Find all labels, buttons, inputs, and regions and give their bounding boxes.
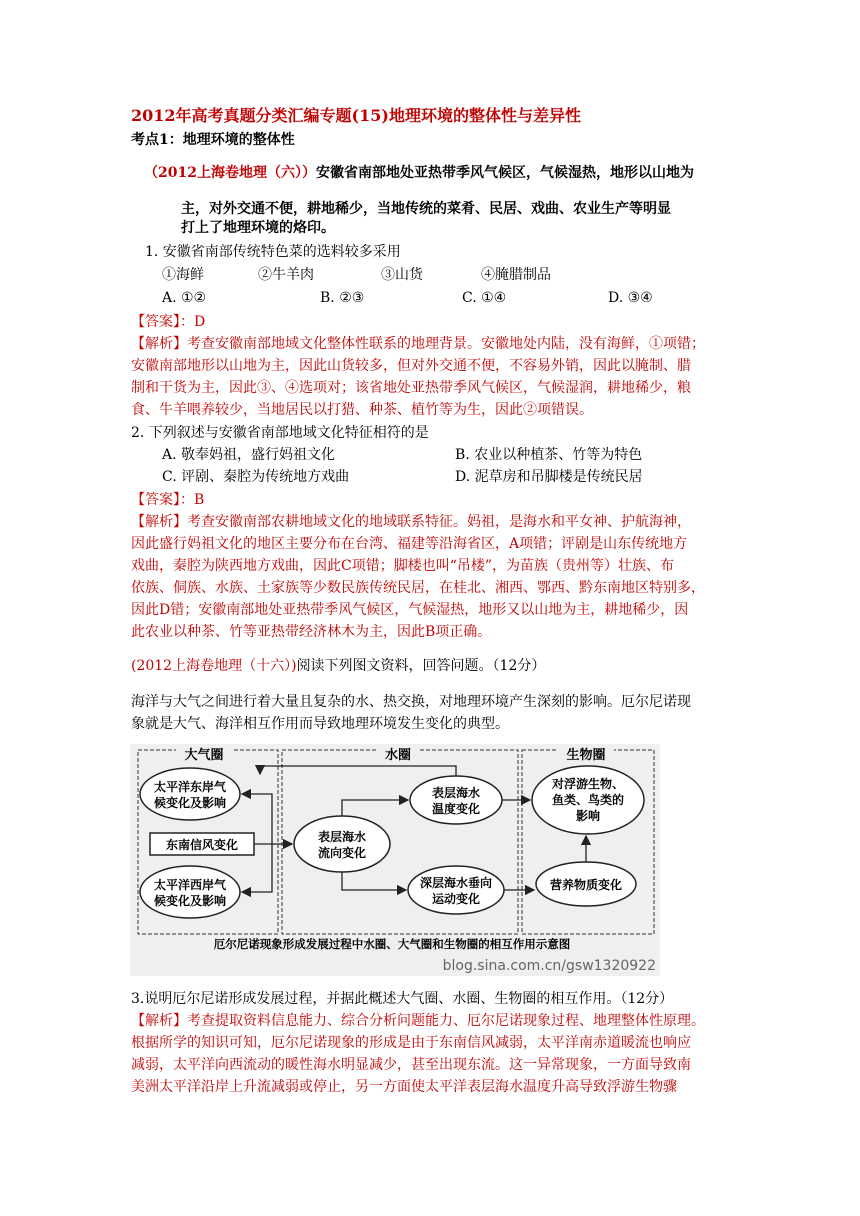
- plankton-text: 对浮游生物、: [551, 777, 625, 791]
- q1-analysis-line: 安徽南部地形以山地为主，因此山货较多，但对外交通不便，不容易外销，因此以腌制、腊: [131, 358, 691, 374]
- surface-temp-text: 表层海水: [431, 786, 481, 800]
- q1-item: ②牛羊肉: [258, 267, 314, 283]
- east-pacific-node: [140, 768, 240, 820]
- q3-analysis-line: 根据所学的知识可知，厄尔尼诺现象的形成是由于东南信风减弱，太平洋南赤道暖流也响应: [131, 1035, 691, 1051]
- east-pacific-text: 太平洋东岸气: [153, 780, 227, 794]
- west-pacific-text: 候变化及影响: [153, 894, 227, 908]
- page-title: 2012年高考真题分类汇编专题(15)地理环境的整体性与差异性: [131, 106, 581, 125]
- el-nino-diagram: [130, 744, 660, 976]
- q3-paragraph-line: 象就是大气、海洋相互作用而导致地理环境发生变化的典型。: [131, 716, 509, 732]
- q2-option-d: D. 泥草房和吊脚楼是传统民居: [455, 469, 643, 485]
- question-source: （2012上海卷地理（六））: [144, 165, 316, 181]
- intro-text: 安徽省南部地处亚热带季风气候区，气候湿热，地形以山地为: [315, 165, 694, 181]
- q3-analysis-line: 减弱，太平洋向西流动的暖性海水明显减少，甚至出现东流。这一异常现象，一方面导致南: [131, 1057, 691, 1073]
- q2-analysis-line: 因此D错；安徽南部地处亚热带季风气候区，气候湿热，地形又以山地为主，耕地稀少，因: [131, 602, 689, 618]
- surface-temp-text: 温度变化: [431, 802, 481, 816]
- plankton-text: 影响: [575, 809, 601, 823]
- west-pacific-node: [140, 866, 240, 918]
- q2-analysis-line: 戏曲，秦腔为陕西地方戏曲，因此C项错；脚楼也叫“吊楼”，为苗族（贵州等）壮族、布: [131, 558, 675, 574]
- q1-analysis-line: 食、牛羊喂养较少，当地居民以打猎、种茶、植竹等为生，因此②项错误。: [131, 402, 593, 418]
- q2-analysis-line: 因此盛行妈祖文化的地区主要分布在台湾、福建等沿海省区，A项错；评剧是山东传统地方: [131, 536, 688, 552]
- watermark-text: blog.sina.com.cn/gsw1320922: [442, 958, 656, 974]
- q2-answer: 【答案】：B: [131, 492, 205, 508]
- q1-option-d: D. ③④: [608, 290, 653, 306]
- deep-vertical-text: 运动变化: [431, 892, 481, 906]
- nutrients-text: 营养物质变化: [549, 878, 623, 892]
- q2-option-a: A. 敬奉妈祖，盛行妈祖文化: [162, 447, 336, 463]
- deep-vertical-text: 深层海水垂向: [419, 876, 493, 890]
- q3-stem: 3.说明厄尔尼诺形成发展过程，并据此概述大气圈、水圈、生物圈的相互作用。（12分）: [131, 991, 674, 1007]
- q2-analysis-line: 此农业以种茶、竹等亚热带经济林木为主，因此B项正确。: [131, 624, 492, 640]
- deep-vertical-node: [408, 866, 504, 914]
- section-heading: 考点1：地理环境的整体性: [131, 132, 295, 148]
- question-intro-line2: 主，对外交通不便，耕地稀少，当地传统的菜肴、民居、戏曲、农业生产等明显: [181, 201, 671, 217]
- q2-option-b: B. 农业以种植茶、竹等为特色: [455, 447, 643, 463]
- q1-item: ④腌腊制品: [481, 267, 551, 283]
- surface-temp-node: [410, 776, 502, 824]
- surface-flow-text: 表层海水: [317, 830, 367, 844]
- diagram-caption: 厄尔尼诺现象形成发展过程中水圈、大气圈和生物圈的相互作用示意图: [213, 937, 571, 951]
- q3-source: (2012上海卷地理（十六）): [131, 658, 297, 674]
- question-intro-line1: [144, 164, 694, 182]
- west-pacific-text: 太平洋西岸气: [153, 878, 227, 892]
- q2-option-c: C. 评剧、秦腔为传统地方戏曲: [162, 469, 350, 485]
- surface-flow-node: [294, 816, 390, 872]
- q3-intro-text: 阅读下列图文资料，回答问题。（12分）: [296, 658, 546, 674]
- q2-analysis-line: 依族、侗族、水族、土家族等少数民族传统民居，在桂北、湘西、鄂西、黔东南地区特别多，: [131, 580, 705, 596]
- biosphere-label: 生物圈: [566, 748, 606, 763]
- q3-intro: [131, 657, 545, 675]
- q1-analysis-line: 制和干货为主，因此③、④选项对；该省地处亚热带季风气候区，气候湿润，耕地稀少，粮: [131, 380, 691, 396]
- q1-analysis-line: 【解析】考查安徽南部地域文化整体性联系的地理背景。安徽地处内陆，没有海鲜，①项错；: [131, 336, 705, 352]
- q1-item: ③山货: [381, 267, 423, 283]
- q1-item: ①海鲜: [162, 267, 204, 283]
- q3-analysis-line: 美洲太平洋沿岸上升流减弱或停止，另一方面使太平洋表层海水温度升高导致浮游生物骤: [131, 1079, 677, 1095]
- hydrosphere-label: 水圈: [384, 748, 412, 763]
- q1-answer: 【答案】：D: [131, 314, 206, 330]
- q2-analysis-line: 【解析】考查安徽南部农耕地域文化的地域联系特征。妈祖，是海水和平女神、护航海神，: [131, 514, 691, 530]
- east-pacific-text: 候变化及影响: [153, 796, 227, 810]
- question-intro-line3: 打上了地理环境的烙印。: [181, 220, 335, 236]
- plankton-text: 鱼类、鸟类的: [551, 793, 625, 807]
- trade-wind-text: 东南信风变化: [165, 838, 239, 852]
- atmosphere-label: 大气圈: [184, 748, 224, 763]
- q1-option-b: B. ②③: [320, 290, 365, 306]
- surface-flow-text: 流向变化: [317, 846, 367, 860]
- q1-option-c: C. ①④: [462, 290, 507, 306]
- q1-stem: 1. 安徽省南部传统特色菜的选料较多采用: [145, 244, 401, 260]
- q3-analysis-line: 【解析】考查提取资料信息能力、综合分析问题能力、厄尔尼诺现象过程、地理整体性原理。: [131, 1013, 705, 1029]
- q1-option-a: A. ①②: [162, 290, 207, 306]
- q2-stem: 2. 下列叙述与安徽省南部地域文化特征相符的是: [131, 425, 429, 441]
- q3-paragraph-line: 海洋与大气之间进行着大量且复杂的水、热交换，对地理环境产生深刻的影响。厄尔尼诺现: [131, 694, 691, 710]
